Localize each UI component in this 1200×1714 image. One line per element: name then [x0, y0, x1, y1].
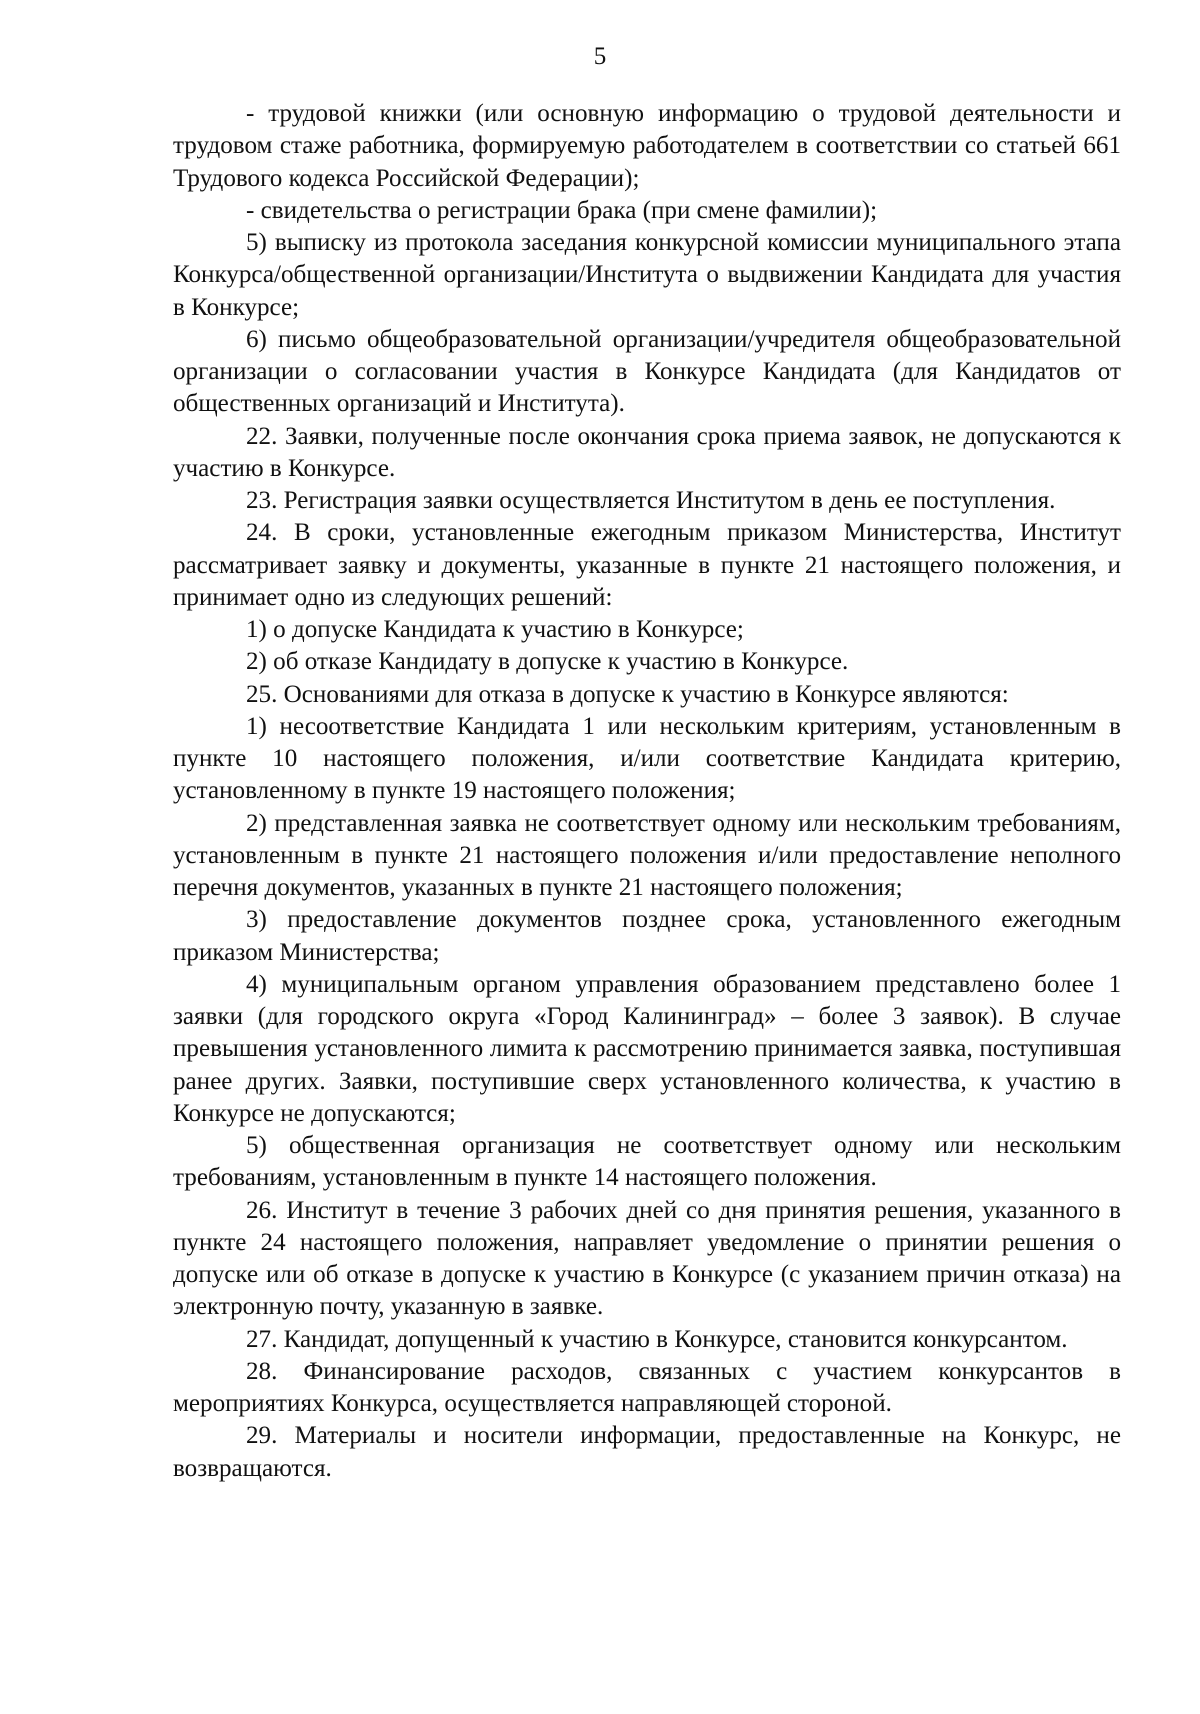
paragraph-28: 28. Финансирование расходов, связанных с участием конкурсантов в мероприятиях Конкурса, осуществляется направляющей стороной.	[173, 1357, 1121, 1417]
paragraph-25-item-4: 4) муниципальным органом управления образованием представлено более 1 заявки (для городского округа «Город Калининград» – более 3 заявок). В случае превышения установленного лимита к рассмотрению принимается заявка, поступившая ранее других. Заявки, поступившие сверх установленного количества, к участию в Конкурсе не допускаются;	[173, 970, 1121, 1127]
paragraph-25-item-5: 5) общественная организация не соответствует одному или нескольким требованиям, установленным в пункте 14 настоящего положения.	[173, 1132, 1121, 1192]
paragraph-25: 25. Основаниями для отказа в допуске к участию в Конкурсе являются:	[246, 680, 1009, 708]
paragraph-24-item-1: 1) о допуске Кандидата к участию в Конкурсе;	[246, 616, 744, 643]
document-body	[173, 98, 1121, 1485]
page-number: 5	[593, 43, 607, 70]
paragraph-23: 23. Регистрация заявки осуществляется Институтом в день ее поступления.	[246, 487, 1056, 514]
paragraph-marriage-certificate: - свидетельства о регистрации брака (при смене фамилии);	[246, 196, 878, 224]
paragraph-29: 29. Материалы и носители информации, предоставленные на Конкурс, не возвращаются.	[173, 1422, 1121, 1482]
paragraph-25-item-3: 3) предоставление документов позднее срока, установленного ежегодным приказом Министерства;	[173, 906, 1121, 966]
paragraph-work-book: - трудовой книжки (или основную информацию о трудовой деятельности и трудовом стаже работника, формируемую работодателем в соответствии со статьей 661 Трудового кодекса Российской Федерации);	[173, 100, 1121, 192]
paragraph-25-item-1: 1) несоответствие Кандидата 1 или нескольким критериям, установленным в пункте 10 настоящего положения, и/или соответствие Кандидата критерию, установленному в пункте 19 настоящего положения;	[173, 712, 1121, 805]
paragraph-27: 27. Кандидат, допущенный к участию в Конкурсе, становится конкурсантом.	[246, 1325, 1068, 1353]
paragraph-26: 26. Институт в течение 3 рабочих дней со дня принятия решения, указанного в пункте 24 настоящего положения, направляет уведомление о принятии решения о допуске или об отказе в допуске к участию в Конкурсе (с указанием причин отказа) на электронную почту, указанную в заявке.	[173, 1196, 1121, 1321]
paragraph-24-item-2: 2) об отказе Кандидату в допуске к участию в Конкурсе.	[246, 648, 849, 676]
paragraph-item-5-protocol-extract: 5) выписку из протокола заседания конкурсной комиссии муниципального этапа Конкурса/общественной организации/Института о выдвижении Кандидата для участия в Конкурсе;	[173, 229, 1121, 321]
paragraph-24: 24. В сроки, установленные ежегодным приказом Министерства, Институт рассматривает заявку и документы, указанные в пункте 21 настоящего положения, и принимает одно из следующих решений:	[173, 519, 1121, 611]
paragraph-22: 22. Заявки, полученные после окончания срока приема заявок, не допускаются к участию в Конкурсе.	[173, 422, 1121, 482]
paragraph-item-6-letter: 6) письмо общеобразовательной организации/учредителя общеобразовательной организации о согласовании участия в Конкурсе Кандидата (для Кандидатов от общественных организаций и Института).	[173, 325, 1121, 418]
paragraph-25-item-2: 2) представленная заявка не соответствует одному или нескольким требованиям, установленным в пункте 21 настоящего положения и/или предоставление неполного перечня документов, указанных в пункте 21 настоящего положения;	[173, 809, 1121, 901]
